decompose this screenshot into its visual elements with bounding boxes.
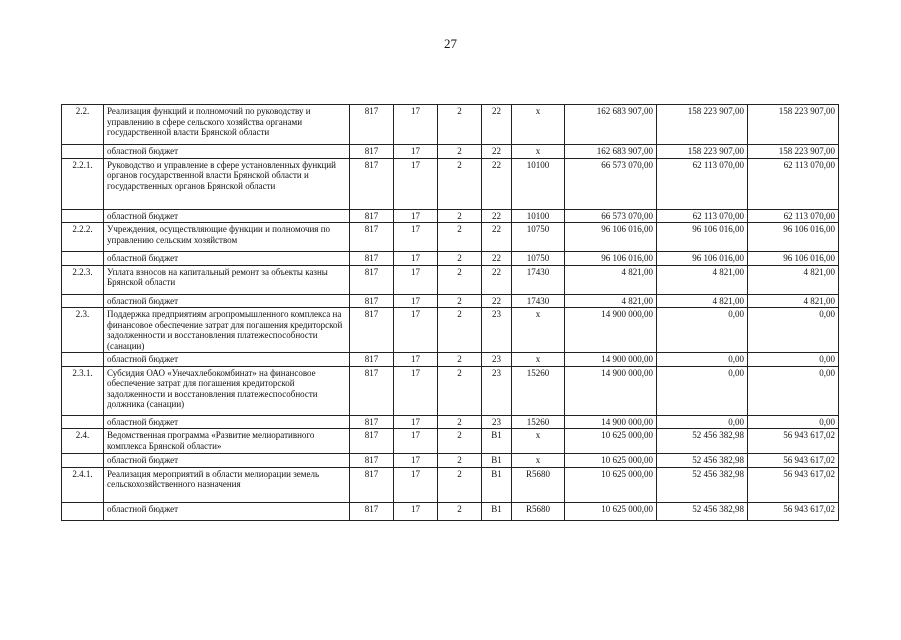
amount-year3-cell: 56 943 617,02 xyxy=(748,502,839,520)
row-number-cell: 2.2.1. xyxy=(62,158,104,209)
code-subprogram-cell: 2 xyxy=(438,467,482,502)
amount-year2-cell: 158 223 907,00 xyxy=(657,105,748,145)
amount-year1-cell: 162 683 907,00 xyxy=(565,105,657,145)
code-event-cell: 23 xyxy=(482,366,512,415)
code-direction-cell: 10100 xyxy=(512,209,565,223)
row-number-cell xyxy=(62,145,104,159)
row-name-cell: областной бюджет xyxy=(104,353,350,367)
code-subprogram-cell: 2 xyxy=(438,454,482,468)
row-name-cell: областной бюджет xyxy=(104,415,350,429)
amount-year1-cell: 4 821,00 xyxy=(565,265,657,294)
amount-year3-cell: 56 943 617,02 xyxy=(748,467,839,502)
code-direction-cell: 10750 xyxy=(512,223,565,252)
amount-year1-cell: 162 683 907,00 xyxy=(565,145,657,159)
row-number-cell: 2.3.1. xyxy=(62,366,104,415)
code-program-cell: 17 xyxy=(394,415,438,429)
code-grbs-cell: 817 xyxy=(350,223,394,252)
amount-year1-cell: 96 106 016,00 xyxy=(565,252,657,266)
code-program-cell: 17 xyxy=(394,158,438,209)
row-number-cell xyxy=(62,294,104,308)
row-name-cell: Ведомственная программа «Развитие мелиоративного комплекса Брянской области» xyxy=(104,429,350,454)
amount-year3-cell: 0,00 xyxy=(748,353,839,367)
amount-year2-cell: 52 456 382,98 xyxy=(657,502,748,520)
row-name-cell: Субсидия ОАО «Унечахлебокомбинат» на финансовое обеспечение затрат для погашения кредиторской задолженности и восстановления платежеспособности должника (санации) xyxy=(104,366,350,415)
code-grbs-cell: 817 xyxy=(350,467,394,502)
code-subprogram-cell: 2 xyxy=(438,145,482,159)
row-name-cell: областной бюджет xyxy=(104,252,350,266)
code-subprogram-cell: 2 xyxy=(438,415,482,429)
table-row-budget-source xyxy=(62,209,839,223)
amount-year1-cell: 66 573 070,00 xyxy=(565,158,657,209)
code-subprogram-cell: 2 xyxy=(438,429,482,454)
code-event-cell: 23 xyxy=(482,353,512,367)
code-event-cell: 22 xyxy=(482,252,512,266)
code-program-cell: 17 xyxy=(394,223,438,252)
code-direction-cell: х xyxy=(512,308,565,353)
amount-year2-cell: 96 106 016,00 xyxy=(657,223,748,252)
table-row xyxy=(62,223,839,252)
code-direction-cell: R5680 xyxy=(512,467,565,502)
table-row-budget-source xyxy=(62,252,839,266)
amount-year3-cell: 0,00 xyxy=(748,366,839,415)
table-row-budget-source xyxy=(62,145,839,159)
amount-year1-cell: 96 106 016,00 xyxy=(565,223,657,252)
row-number-cell: 2.2.2. xyxy=(62,223,104,252)
code-program-cell: 17 xyxy=(394,454,438,468)
amount-year2-cell: 62 113 070,00 xyxy=(657,158,748,209)
table-row-budget-source xyxy=(62,502,839,520)
row-name-cell: Поддержка предприятиям агропромышленного комплекса на финансовое обеспечение затрат для погашения кредиторской задолженности и восстановления платежеспособности (санации) xyxy=(104,308,350,353)
code-grbs-cell: 817 xyxy=(350,105,394,145)
code-subprogram-cell: 2 xyxy=(438,252,482,266)
code-direction-cell: 17430 xyxy=(512,294,565,308)
code-program-cell: 17 xyxy=(394,145,438,159)
row-number-cell xyxy=(62,415,104,429)
amount-year2-cell: 4 821,00 xyxy=(657,265,748,294)
code-subprogram-cell: 2 xyxy=(438,223,482,252)
amount-year2-cell: 96 106 016,00 xyxy=(657,252,748,266)
amount-year3-cell: 0,00 xyxy=(748,415,839,429)
amount-year1-cell: 14 900 000,00 xyxy=(565,353,657,367)
amount-year1-cell: 14 900 000,00 xyxy=(565,415,657,429)
table-row xyxy=(62,105,839,145)
amount-year3-cell: 62 113 070,00 xyxy=(748,158,839,209)
code-event-cell: 23 xyxy=(482,415,512,429)
code-event-cell: 22 xyxy=(482,294,512,308)
code-program-cell: 17 xyxy=(394,353,438,367)
amount-year3-cell: 158 223 907,00 xyxy=(748,145,839,159)
amount-year1-cell: 10 625 000,00 xyxy=(565,502,657,520)
amount-year1-cell: 10 625 000,00 xyxy=(565,429,657,454)
amount-year2-cell: 62 113 070,00 xyxy=(657,209,748,223)
amount-year3-cell: 96 106 016,00 xyxy=(748,223,839,252)
amount-year3-cell: 56 943 617,02 xyxy=(748,454,839,468)
code-subprogram-cell: 2 xyxy=(438,158,482,209)
code-program-cell: 17 xyxy=(394,366,438,415)
row-name-cell: Учреждения, осуществляющие функции и полномочия по управлению сельским хозяйством xyxy=(104,223,350,252)
amount-year2-cell: 158 223 907,00 xyxy=(657,145,748,159)
code-direction-cell: х xyxy=(512,105,565,145)
amount-year1-cell: 14 900 000,00 xyxy=(565,366,657,415)
code-event-cell: 22 xyxy=(482,209,512,223)
amount-year1-cell: 14 900 000,00 xyxy=(565,308,657,353)
code-program-cell: 17 xyxy=(394,105,438,145)
row-number-cell xyxy=(62,502,104,520)
code-grbs-cell: 817 xyxy=(350,366,394,415)
amount-year2-cell: 52 456 382,98 xyxy=(657,454,748,468)
row-name-cell: Руководство и управление в сфере установленных функций органов государственной власти Брянской области и государственных органов Брянской области xyxy=(104,158,350,209)
row-number-cell xyxy=(62,454,104,468)
table-row-budget-source xyxy=(62,353,839,367)
code-program-cell: 17 xyxy=(394,209,438,223)
amount-year3-cell: 56 943 617,02 xyxy=(748,429,839,454)
code-direction-cell: 17430 xyxy=(512,265,565,294)
code-direction-cell: R5680 xyxy=(512,502,565,520)
amount-year3-cell: 158 223 907,00 xyxy=(748,105,839,145)
code-direction-cell: 10100 xyxy=(512,158,565,209)
code-program-cell: 17 xyxy=(394,308,438,353)
amount-year2-cell: 0,00 xyxy=(657,353,748,367)
code-program-cell: 17 xyxy=(394,252,438,266)
code-grbs-cell: 817 xyxy=(350,265,394,294)
amount-year3-cell: 96 106 016,00 xyxy=(748,252,839,266)
row-name-cell: областной бюджет xyxy=(104,502,350,520)
code-grbs-cell: 817 xyxy=(350,454,394,468)
code-direction-cell: 10750 xyxy=(512,252,565,266)
code-program-cell: 17 xyxy=(394,429,438,454)
code-grbs-cell: 817 xyxy=(350,252,394,266)
amount-year3-cell: 4 821,00 xyxy=(748,294,839,308)
code-direction-cell: х xyxy=(512,145,565,159)
row-name-cell: Реализация мероприятий в области мелиорации земель сельскохозяйственного назначения xyxy=(104,467,350,502)
code-subprogram-cell: 2 xyxy=(438,366,482,415)
row-name-cell: Уплата взносов на капитальный ремонт за объекты казны Брянской области xyxy=(104,265,350,294)
table-row xyxy=(62,429,839,454)
code-subprogram-cell: 2 xyxy=(438,353,482,367)
code-grbs-cell: 817 xyxy=(350,353,394,367)
code-direction-cell: 15260 xyxy=(512,366,565,415)
code-event-cell: 22 xyxy=(482,223,512,252)
code-grbs-cell: 817 xyxy=(350,429,394,454)
row-number-cell xyxy=(62,252,104,266)
amount-year2-cell: 0,00 xyxy=(657,415,748,429)
amount-year2-cell: 0,00 xyxy=(657,366,748,415)
code-grbs-cell: 817 xyxy=(350,308,394,353)
code-direction-cell: х xyxy=(512,429,565,454)
row-number-cell xyxy=(62,209,104,223)
code-subprogram-cell: 2 xyxy=(438,308,482,353)
budget-table-body xyxy=(62,105,839,521)
code-grbs-cell: 817 xyxy=(350,502,394,520)
code-subprogram-cell: 2 xyxy=(438,294,482,308)
code-grbs-cell: 817 xyxy=(350,415,394,429)
code-event-cell: В1 xyxy=(482,454,512,468)
code-grbs-cell: 817 xyxy=(350,294,394,308)
table-row xyxy=(62,265,839,294)
code-event-cell: 23 xyxy=(482,308,512,353)
row-number-cell: 2.2. xyxy=(62,105,104,145)
code-event-cell: В1 xyxy=(482,429,512,454)
row-name-cell: областной бюджет xyxy=(104,145,350,159)
code-subprogram-cell: 2 xyxy=(438,502,482,520)
code-subprogram-cell: 2 xyxy=(438,265,482,294)
table-row xyxy=(62,158,839,209)
row-number-cell xyxy=(62,353,104,367)
row-name-cell: областной бюджет xyxy=(104,454,350,468)
amount-year1-cell: 66 573 070,00 xyxy=(565,209,657,223)
code-program-cell: 17 xyxy=(394,502,438,520)
amount-year1-cell: 10 625 000,00 xyxy=(565,467,657,502)
code-event-cell: 22 xyxy=(482,158,512,209)
amount-year2-cell: 52 456 382,98 xyxy=(657,429,748,454)
code-event-cell: 22 xyxy=(482,145,512,159)
amount-year1-cell: 10 625 000,00 xyxy=(565,454,657,468)
row-name-cell: Реализация функций и полномочий по руководству и управлению в сфере сельского хозяйства органами государственной власти Брянской области xyxy=(104,105,350,145)
code-program-cell: 17 xyxy=(394,265,438,294)
amount-year2-cell: 0,00 xyxy=(657,308,748,353)
row-number-cell: 2.4.1. xyxy=(62,467,104,502)
table-row-budget-source xyxy=(62,294,839,308)
code-subprogram-cell: 2 xyxy=(438,209,482,223)
table-row xyxy=(62,366,839,415)
code-direction-cell: х xyxy=(512,353,565,367)
amount-year3-cell: 4 821,00 xyxy=(748,265,839,294)
amount-year3-cell: 62 113 070,00 xyxy=(748,209,839,223)
row-name-cell: областной бюджет xyxy=(104,294,350,308)
code-grbs-cell: 817 xyxy=(350,209,394,223)
code-event-cell: В1 xyxy=(482,502,512,520)
code-subprogram-cell: 2 xyxy=(438,105,482,145)
amount-year2-cell: 4 821,00 xyxy=(657,294,748,308)
table-row xyxy=(62,308,839,353)
row-number-cell: 2.4. xyxy=(62,429,104,454)
table-row xyxy=(62,467,839,502)
amount-year2-cell: 52 456 382,98 xyxy=(657,467,748,502)
table-row-budget-source xyxy=(62,415,839,429)
budget-table xyxy=(61,104,839,521)
code-event-cell: В1 xyxy=(482,467,512,502)
table-row-budget-source xyxy=(62,454,839,468)
code-program-cell: 17 xyxy=(394,294,438,308)
row-number-cell: 2.3. xyxy=(62,308,104,353)
amount-year1-cell: 4 821,00 xyxy=(565,294,657,308)
row-number-cell: 2.2.3. xyxy=(62,265,104,294)
code-grbs-cell: 817 xyxy=(350,145,394,159)
amount-year3-cell: 0,00 xyxy=(748,308,839,353)
code-program-cell: 17 xyxy=(394,467,438,502)
code-event-cell: 22 xyxy=(482,265,512,294)
code-grbs-cell: 817 xyxy=(350,158,394,209)
row-name-cell: областной бюджет xyxy=(104,209,350,223)
code-direction-cell: х xyxy=(512,454,565,468)
page-number: 27 xyxy=(444,36,457,51)
code-direction-cell: 15260 xyxy=(512,415,565,429)
code-event-cell: 22 xyxy=(482,105,512,145)
